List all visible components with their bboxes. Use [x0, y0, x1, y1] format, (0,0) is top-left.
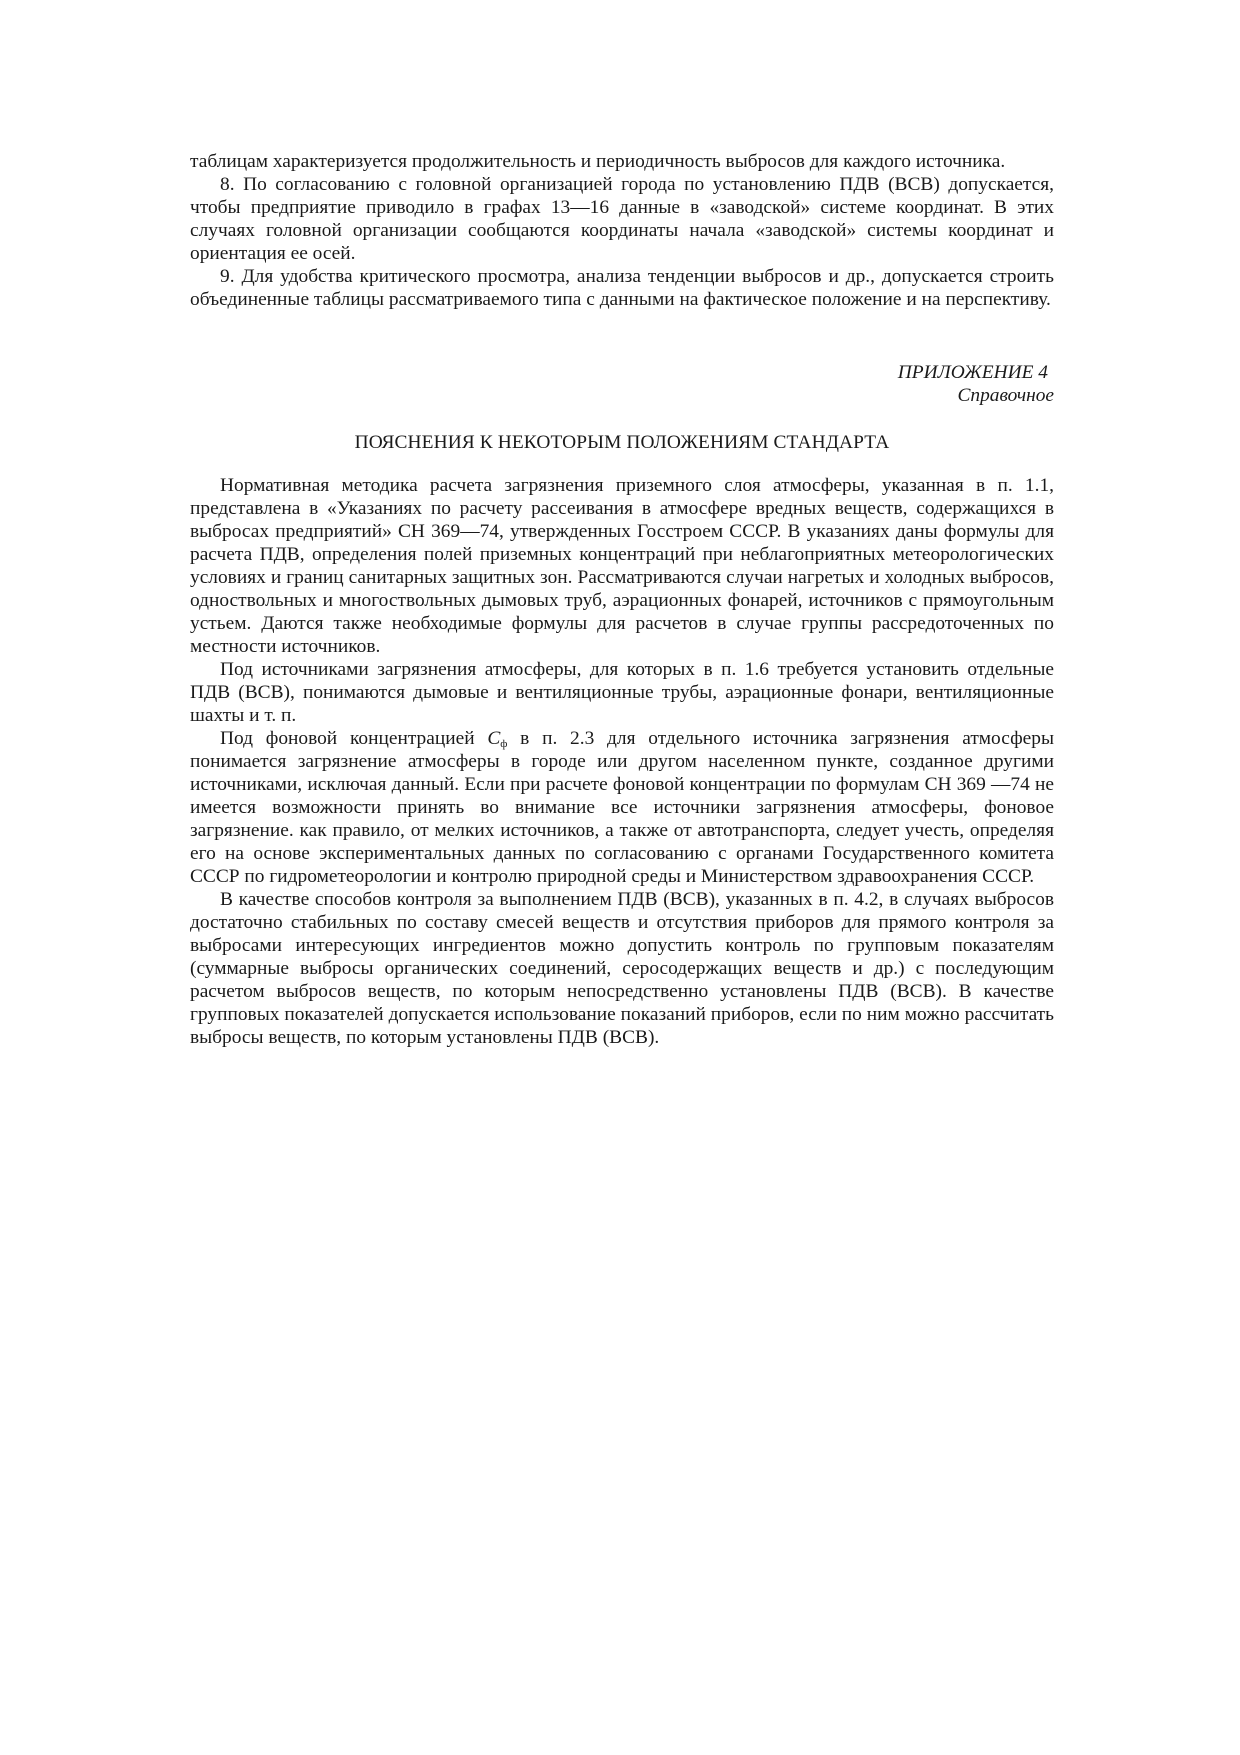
paragraph-methodology: Нормативная методика расчета загрязнения приземного слоя атмосферы, указанная в п. 1.1, представлена в «Указаниях по расчету рассеивания в атмосфере вредных веществ, содержащихся в выбросах предприятий» СН 369—74, утвержденных Госстроем СССР. В указаниях даны формулы для расчета ПДВ, определения полей приземных концентраций при неблагоприятных метеорологических условиях и границ санитарных защитных зон. Рассматриваются случаи нагретых и холодных выбросов, одноствольных и многоствольных дымовых труб, аэрационных фонарей, источников с прямоугольным устьем. Даются также необходимые формулы для расчетов в случае группы рассредоточенных по местности источников.	[190, 475, 1054, 657]
paragraph-item-8: 8. По согласованию с головной организацией города по установлению ПДВ (ВСВ) допускается, чтобы предприятие приводило в графах 13—16 данные в «заводской» системе координат. В этих случаях головной организации сообщаются координаты начала «заводской» системы координат и ориентация ее осей.	[190, 174, 1054, 264]
p3-before: Под фоновой концентрацией	[220, 728, 488, 749]
document-page	[190, 150, 1054, 1049]
concentration-subscript: ф	[500, 738, 508, 750]
appendix-label: ПРИЛОЖЕНИЕ 4	[897, 362, 1048, 383]
paragraph-item-9: 9. Для удобства критического просмотра, анализа тенденции выбросов и др., допускается строить объединенные таблицы рассматриваемого типа с данными на фактическое положение и на перспективу.	[190, 266, 1054, 310]
section-title: ПОЯСНЕНИЯ К НЕКОТОРЫМ ПОЛОЖЕНИЯМ СТАНДАРТА	[354, 432, 890, 453]
p3-after: в п. 2.3 для отдельного источника загрязнения атмосферы понимается загрязнение атмосферы в городе или другом населенном пункте, созданное другими источниками, исключая данный. Если при расчете фоновой концентрации по формулам СН 369 —74 не имеется возможности принять во внимание все источники загрязнения атмосферы, фоновое загрязнение. как правило, от мелких источников, а также от автотранспорта, следует учесть, определяя его на основе экспериментальных данных по согласованию с органами Государственного комитета СССР по гидрометеорологии и контролю природной среды и Министерством здравоохранения СССР.	[190, 728, 1054, 887]
appendix-header	[190, 361, 1054, 407]
spacer	[190, 311, 1054, 361]
appendix-type: Справочное	[957, 385, 1054, 406]
paragraph-background-concentration	[190, 727, 1054, 888]
paragraph-continuation: таблицам характеризуется продолжительность и периодичность выбросов для каждого источника.	[190, 151, 1006, 172]
paragraph-sources: Под источниками загрязнения атмосферы, для которых в п. 1.6 требуется установить отдельные ПДВ (ВСВ), понимаются дымовые и вентиляционные трубы, аэрационные фонари, вентиляционные шахты и т. п.	[190, 659, 1054, 726]
concentration-symbol: С	[487, 728, 501, 749]
paragraph-control-methods: В качестве способов контроля за выполнением ПДВ (ВСВ), указанных в п. 4.2, в случаях выбросов достаточно стабильных по составу смесей веществ и отсутствия приборов для прямого контроля за выбросами интересующих ингредиентов можно допустить контроль по групповым показателям (суммарные выбросы органических соединений, серосодержащих веществ и др.) с последующим расчетом выбросов веществ, по которым непосредственно установлены ПДВ (ВСВ). В качестве групповых показателей допускается использование показаний приборов, если по ним можно рассчитать выбросы веществ, по которым установлены ПДВ (ВСВ).	[190, 889, 1054, 1048]
